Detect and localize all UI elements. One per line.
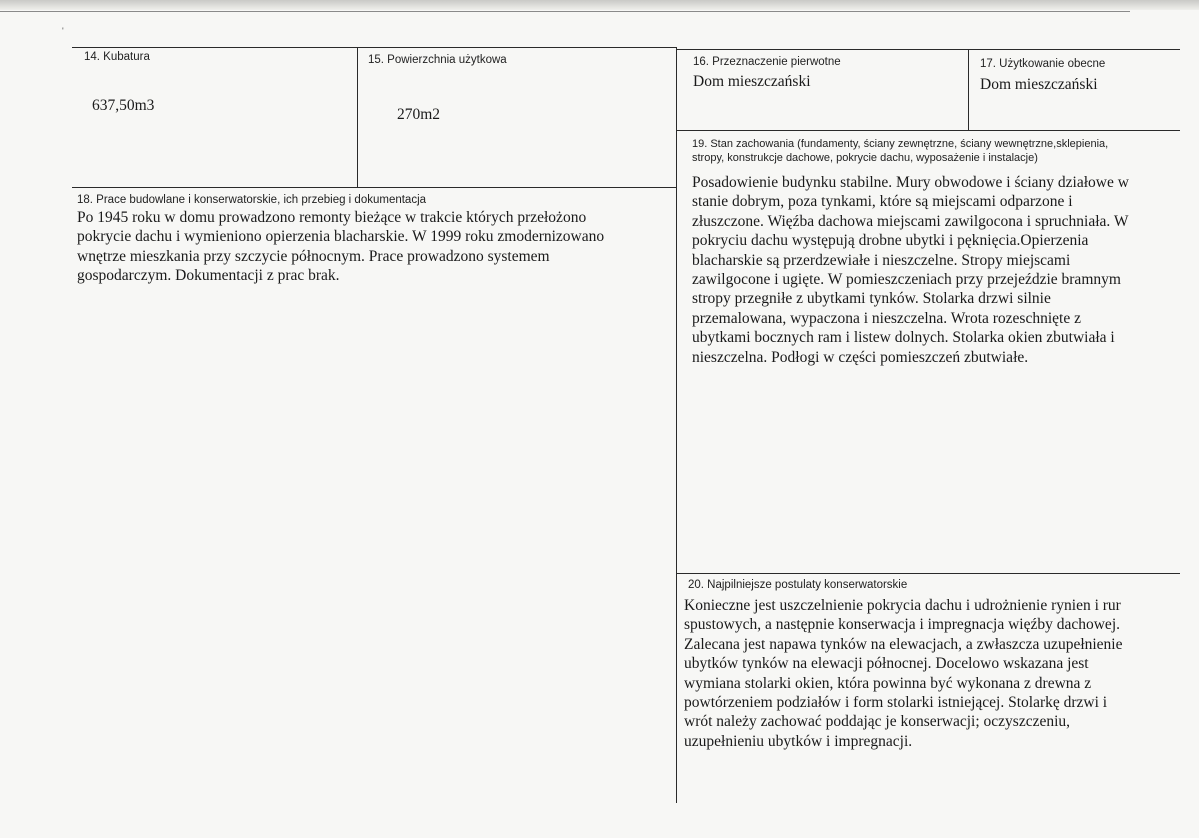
postulaty-text: Konieczne jest uszczelnienie pokrycia dachu i udrożnienie rynien i rur spustowych, a następnie konserwacja i impregnacja więźby dachowej. Zalecana jest napawa tynków na elewacjach, a zwłaszcza uzupełnienie ubytków tynków na elewacji północnej. Docelowo wskazana jest wymiana stolarki okien, która powinna być wykonana z drewna z powtórzeniem podziałów i form stolarki istniejącej. Stolarkę drzwi i wrót należy zachować poddając je konserwacji; oczyszczeniu, uzupełnieniu ubytków i impregnacji. (684, 597, 1123, 750)
przeznaczenie-label: 16. Przeznaczenie pierwotne (693, 56, 841, 68)
stan-text: Posadowienie budynku stabilne. Mury obwodowe i ściany działowe w stanie dobrym, poza tynkami, które są miejscami odparzone i złuszczone. Więźba dachowa miejscami zawilgocona i spruchniała. W pokryciu dachu występują drobne ubytki i pęknięcia.Opierzenia blacharskie są przerdzewiałe i nieszczelne. Stropy miejscami zawilgocone i ugięte. W pomieszczeniach przy przejeździe bramnym stropy przegniłe z ubytkami tynków. Stolarka drzwi silnie przemalowana, wypaczona i nieszczelna. Wrota rozeschnięte z ubytkami bocznych ram i listew dolnych. Stolarka okien zbutwiała i nieszczelna. Podłogi w części pomieszczeń zbutwiałe. (692, 174, 1129, 366)
prace-text: Po 1945 roku w domu prowadzono remonty bieżące w trakcie których przełożono pokrycie dachu i wymieniono opierzenia blacharskie. W 1999 roku zmodernizowano wnętrze mieszkania przy szczycie północnym. Prace prowadzono systemem gospodarczym. Dokumentacji z prac brak. (77, 209, 605, 285)
kubatura-value: 637,50m3 (92, 97, 155, 114)
center-divider (676, 47, 677, 803)
scan-edge-shadow (0, 0, 1199, 10)
przeznaczenie-value: Dom mieszczański (693, 73, 811, 90)
row-20-top-border (677, 573, 1180, 574)
divider-14-15 (357, 47, 358, 187)
kubatura-label: 14. Kubatura (84, 51, 150, 63)
uzytkowanie-value: Dom mieszczański (980, 76, 1098, 93)
prace-label: 18. Prace budowlane i konserwatorskie, ich przebieg i dokumentacja (77, 194, 427, 206)
powierzchnia-label: 15. Powierzchnia użytkowa (368, 54, 507, 66)
row-top-border-right (677, 49, 1180, 50)
powierzchnia-value: 270m2 (397, 106, 441, 123)
row-18-top-border (72, 187, 676, 188)
stan-label: 19. Stan zachowania (fundamenty, ściany zewnętrzne, ściany wewnętrzne,sklepienia, stropy, konstrukcje dachowe, pokrycie dachu, wyposażenie i instalacje) (692, 138, 1109, 164)
row-19-top-border (677, 130, 1180, 131)
postulaty-label: 20. Najpilniejsze postulaty konserwatorskie (688, 579, 908, 591)
uzytkowanie-label: 17. Użytkowanie obecne (980, 58, 1106, 70)
scan-edge-line (0, 11, 1130, 12)
row-top-border-left (72, 47, 677, 48)
divider-16-17 (968, 49, 969, 130)
scan-speck: ʹ (62, 26, 64, 36)
